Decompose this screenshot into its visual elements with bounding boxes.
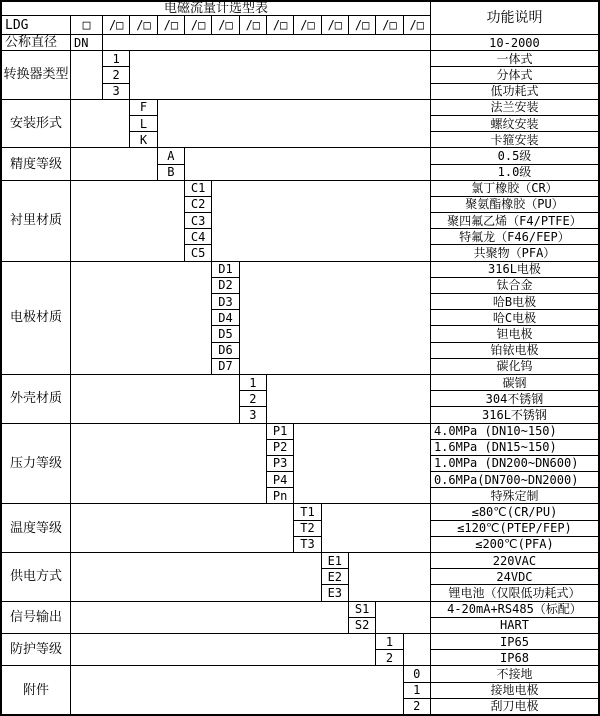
code-cell: C5: [185, 245, 211, 260]
code-cell: D5: [212, 326, 238, 341]
function-cell: 316L不锈钢: [431, 407, 598, 422]
code-cell: 0: [404, 666, 430, 681]
model-code-slot: /□: [240, 16, 266, 34]
function-cell: 0.6MPa(DN700~DN2000): [431, 472, 598, 487]
code-cell: DN: [71, 35, 102, 50]
code-cell: C4: [185, 229, 211, 244]
code-cell: L: [130, 116, 156, 131]
spacer-cell: [71, 666, 403, 714]
function-cell: 共聚物（PFA）: [431, 245, 598, 260]
function-cell: 法兰安装: [431, 100, 598, 115]
spacer-cell: [71, 181, 184, 261]
function-cell: IP68: [431, 650, 598, 665]
spacer-cell: [267, 375, 430, 423]
code-cell: E3: [322, 585, 348, 600]
function-cell: 4-20mA+RS485（标配）: [431, 602, 598, 617]
spacer-cell: [71, 602, 348, 633]
function-cell: 不接地: [431, 666, 598, 681]
function-cell: 碳钢: [431, 375, 598, 390]
function-cell: 钛合金: [431, 278, 598, 293]
model-code-slot: /□: [185, 16, 211, 34]
function-cell: 哈C电极: [431, 310, 598, 325]
code-cell: C1: [185, 181, 211, 196]
section-name: 外壳材质: [2, 375, 70, 423]
function-column-header: 功能说明: [431, 2, 598, 34]
code-cell: K: [130, 132, 156, 147]
code-cell: F: [130, 100, 156, 115]
code-cell: S2: [349, 618, 375, 633]
code-cell: T2: [294, 521, 320, 536]
function-cell: ≤120℃(PTEP/FEP): [431, 521, 598, 536]
function-cell: 4.0MPa (DN10~150): [431, 424, 598, 439]
function-cell: HART: [431, 618, 598, 633]
code-cell: C2: [185, 197, 211, 212]
function-cell: IP65: [431, 634, 598, 649]
spacer-cell: [71, 424, 266, 504]
code-cell: S1: [349, 602, 375, 617]
code-cell: 2: [376, 650, 402, 665]
code-cell: T1: [294, 504, 320, 519]
model-code-slot: /□: [294, 16, 320, 34]
spacer-cell: [71, 504, 293, 552]
spacer-cell: [130, 51, 430, 99]
spacer-cell: [71, 51, 102, 99]
spacer-cell: [404, 634, 430, 665]
spacer-cell: [71, 148, 157, 179]
spacer-cell: [294, 424, 430, 504]
section-name: 信号输出: [2, 602, 70, 633]
function-cell: 刮刀电极: [431, 699, 598, 714]
model-code-slot: /□: [130, 16, 156, 34]
code-cell: 2: [103, 67, 129, 82]
function-cell: 0.5级: [431, 148, 598, 163]
code-cell: T3: [294, 537, 320, 552]
code-cell: D7: [212, 359, 238, 374]
model-code-slot: /□: [267, 16, 293, 34]
function-cell: 钽电极: [431, 326, 598, 341]
code-cell: E2: [322, 569, 348, 584]
function-cell: 特氟龙（F46/FEP）: [431, 229, 598, 244]
spacer-cell: [158, 100, 430, 148]
model-code-slot: /□: [158, 16, 184, 34]
section-name: 压力等级: [2, 424, 70, 504]
section-name: 防护等级: [2, 634, 70, 665]
section-name: 附件: [2, 666, 70, 714]
code-cell: D2: [212, 278, 238, 293]
spacer-cell: [376, 602, 430, 633]
function-cell: 接地电极: [431, 683, 598, 698]
spacer-cell: [212, 181, 430, 261]
spacer-cell: [71, 634, 375, 665]
section-name: 转换器类型: [2, 51, 70, 99]
function-cell: 1.0级: [431, 165, 598, 180]
model-code-slot: /□: [349, 16, 375, 34]
spacer-cell: [71, 262, 211, 374]
code-cell: D1: [212, 262, 238, 277]
model-code-slot: /□: [376, 16, 402, 34]
function-cell: 24VDC: [431, 569, 598, 584]
code-cell: 3: [240, 407, 266, 422]
code-cell: 3: [103, 84, 129, 99]
function-cell: 聚四氟乙烯（F4/PTFE）: [431, 213, 598, 228]
code-cell: P3: [267, 456, 293, 471]
function-cell: 特殊定制: [431, 488, 598, 503]
section-name: 电极材质: [2, 262, 70, 374]
code-cell: 2: [404, 699, 430, 714]
function-cell: 锂电池（仅限低功耗式）: [431, 585, 598, 600]
code-cell: P1: [267, 424, 293, 439]
code-cell: B: [158, 165, 184, 180]
function-cell: 1.0MPa (DN200~DN600): [431, 456, 598, 471]
code-cell: Pn: [267, 488, 293, 503]
spacer-cell: [322, 504, 430, 552]
spacer-cell: [185, 148, 430, 179]
function-cell: 低功耗式: [431, 84, 598, 99]
table-title: 电磁流量计选型表: [2, 2, 430, 15]
function-cell: ≤80℃(CR/PU): [431, 504, 598, 519]
function-cell: 304不锈钢: [431, 391, 598, 406]
code-cell: D3: [212, 294, 238, 309]
spacer-cell: [240, 262, 430, 374]
function-cell: 聚氨酯橡胶（PU）: [431, 197, 598, 212]
section-name: 供电方式: [2, 553, 70, 601]
spacer-cell: [71, 375, 239, 423]
function-cell: 铂铱电极: [431, 343, 598, 358]
section-name: 衬里材质: [2, 181, 70, 261]
section-name: 安装形式: [2, 100, 70, 148]
function-cell: 10-2000: [431, 35, 598, 50]
spacer-cell: [71, 100, 129, 148]
model-code-slot: /□: [103, 16, 129, 34]
function-cell: 螺纹安装: [431, 116, 598, 131]
model-prefix: LDG: [2, 16, 70, 34]
model-code-slot: /□: [404, 16, 430, 34]
model-code-box: □: [71, 16, 102, 34]
spacer-cell: [103, 35, 430, 50]
function-cell: ≤200℃(PFA): [431, 537, 598, 552]
code-cell: D4: [212, 310, 238, 325]
function-cell: 1.6MPa (DN15~150): [431, 440, 598, 455]
section-name: 公称直径: [2, 35, 70, 50]
function-cell: 分体式: [431, 67, 598, 82]
code-cell: A: [158, 148, 184, 163]
code-cell: 1: [404, 683, 430, 698]
model-code-slot: /□: [322, 16, 348, 34]
code-cell: 1: [376, 634, 402, 649]
function-cell: 氯丁橡胶（CR）: [431, 181, 598, 196]
code-cell: 1: [103, 51, 129, 66]
code-cell: P2: [267, 440, 293, 455]
section-name: 温度等级: [2, 504, 70, 552]
function-cell: 卡箍安装: [431, 132, 598, 147]
spacer-cell: [349, 553, 430, 601]
code-cell: 1: [240, 375, 266, 390]
model-code-slot: /□: [212, 16, 238, 34]
function-cell: 220VAC: [431, 553, 598, 568]
code-cell: C3: [185, 213, 211, 228]
code-cell: P4: [267, 472, 293, 487]
section-name: 精度等级: [2, 148, 70, 179]
code-cell: D6: [212, 343, 238, 358]
function-cell: 一体式: [431, 51, 598, 66]
function-cell: 316L电极: [431, 262, 598, 277]
code-cell: E1: [322, 553, 348, 568]
code-cell: 2: [240, 391, 266, 406]
function-cell: 哈B电极: [431, 294, 598, 309]
function-cell: 碳化钨: [431, 359, 598, 374]
spacer-cell: [71, 553, 321, 601]
